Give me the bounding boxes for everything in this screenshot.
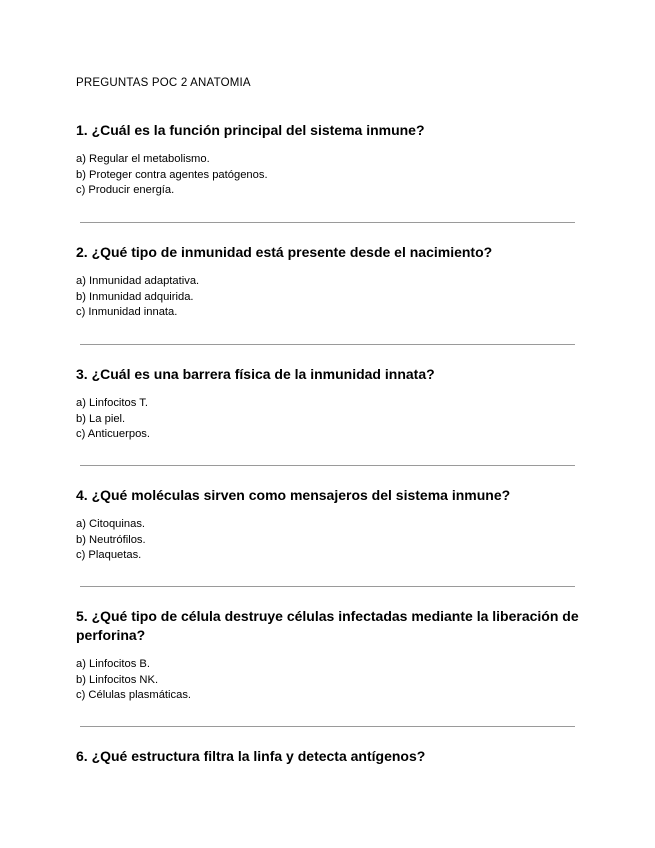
answer-options [76,517,581,564]
answer-options [76,657,581,704]
answer-option: a) Regular el metabolismo. [76,153,210,165]
question-3 [76,365,581,443]
answer-option: b) La piel. [76,412,126,425]
question-2 [76,243,581,321]
answer-option: c) Inmunidad innata. [76,306,178,318]
section-divider [80,344,575,345]
question-title: 5. ¿Qué tipo de célula destruye células infectadas mediante la liberación de perforina? [76,608,579,643]
answer-options [76,274,581,321]
section-divider [80,726,575,727]
question-1 [76,121,581,199]
question-title: 2. ¿Qué tipo de inmunidad está presente desde el nacimiento? [76,244,493,260]
question-title: 6. ¿Qué estructura filtra la linfa y detecta antígenos? [76,748,426,764]
answer-options [76,396,581,443]
question-title: 3. ¿Cuál es una barrera física de la inmunidad innata? [76,366,435,382]
question-4 [76,486,581,564]
answer-option: a) Inmunidad adaptativa. [76,275,200,287]
answer-option: b) Neutrófilos. [76,533,146,546]
answer-option: a) Linfocitos T. [76,397,148,409]
answer-option: b) Linfocitos NK. [76,673,159,686]
question-6 [76,747,581,778]
question-title: 4. ¿Qué moléculas sirven como mensajeros del sistema inmune? [76,487,511,503]
question-title: 1. ¿Cuál es la función principal del sistema inmune? [76,122,425,138]
answer-option: b) Proteger contra agentes patógenos. [76,168,268,181]
answer-options [76,152,581,199]
document-title: PREGUNTAS POC 2 ANATOMIA [76,77,251,89]
answer-option: a) Citoquinas. [76,518,146,530]
section-divider [80,222,575,223]
answer-option: a) Linfocitos B. [76,658,150,670]
answer-option: c) Plaquetas. [76,549,142,561]
answer-option: b) Inmunidad adquirida. [76,290,194,303]
answer-option: c) Células plasmáticas. [76,689,192,701]
section-divider [80,586,575,587]
answer-option: c) Anticuerpos. [76,428,150,440]
answer-option: c) Producir energía. [76,184,175,196]
section-divider [80,465,575,466]
question-5 [76,607,581,704]
